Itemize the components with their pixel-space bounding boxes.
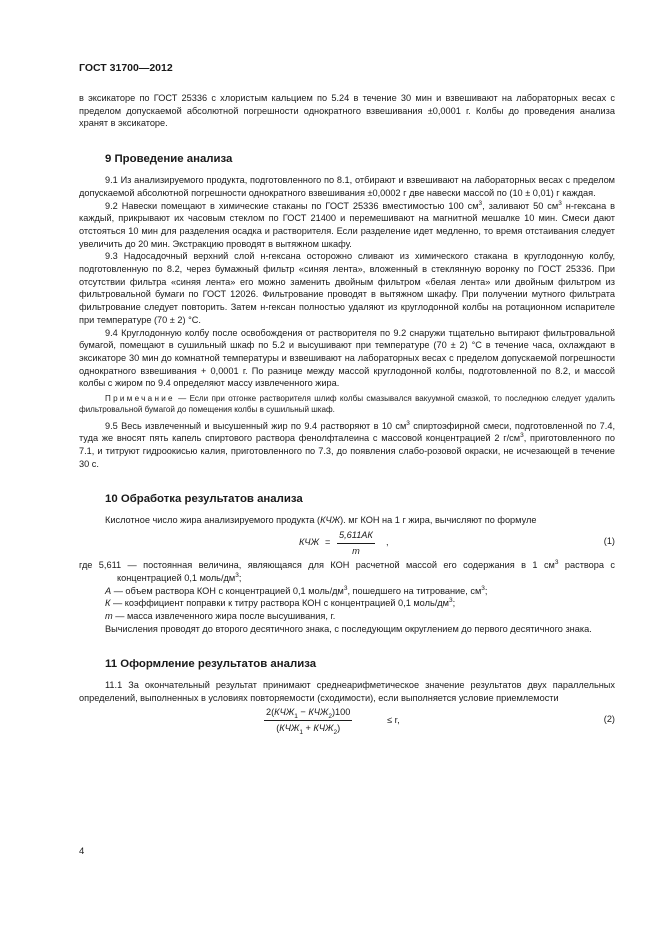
- document-body: [79, 92, 615, 739]
- document-header: ГОСТ 31700—2012: [79, 62, 173, 74]
- note-label: Примечание: [105, 394, 175, 404]
- section-11-title: 11 Оформление результатов анализа: [105, 658, 317, 671]
- formula-1-fraction: 5,611АК m: [339, 530, 373, 556]
- section-9-title: 9 Проведение анализа: [105, 153, 233, 166]
- formula-1-number: (1): [603, 536, 615, 547]
- legend-k: К — коэффициент поправки к титру раствора КОН с концентрацией 0,1 моль/$дм^3$;: [105, 597, 456, 609]
- formula-2: [79, 705, 615, 739]
- paragraph-9-5: 9.5 Весь извлеченный и высушенный жир по 9.4 растворяют в 10 $см^3$ спиртоэфирной смеси, подготовленной по 7.4, туда же вносят пять капель спиртового раствора фенолфталеина с массовой концентрацией 2 $г/см^3$, приготовленного по 7.1, и титруют гидроокисью калия, приготовленного по 7.3, до появления слабо-розовой окраски, не исчезающей в течение 30 с.: [79, 419, 615, 469]
- paragraph-11-1: 11.1 За окончательный результат принимают среднеарифметическое значение результатов двух параллельных определений, выполненных в условиях повторяемости (сходимости), если выполняется условие приемлемости: [79, 680, 615, 704]
- page-number: 4: [79, 846, 85, 857]
- section-10-title: 10 Обработка результатов анализа: [105, 493, 303, 506]
- legend-constant: где 5,611 — постоянная величина, являющаяся для КОН расчетной массой его содержания в 1 $см^3$ раствора с концентрацией 0,1 моль/$дм^3$;: [79, 559, 616, 583]
- paragraph-10-intro: Кислотное число жира анализируемого продукта (КЧЖ). мг КОН на 1 г жира, вычисляют по формуле: [105, 515, 537, 526]
- legend-a: А — объем раствора КОН с концентрацией 0,1 моль/$дм^3$, пошедшего на титрование, $см^3$;: [105, 584, 488, 596]
- paragraph-9-3: 9.3 Надосадочный верхний слой н-гексана осторожно сливают из химического стакана в круглодонную колбу, подготовленную по 8.2, через бумажный фильтр «синяя лента», вложенный в стеклянную воронку по ГОСТ 25336. При отсутствии фильтра «синяя лента» его можно заменить двойным фильтром «белая лента» или двойным фильтром из фильтровальной бумаги по ГОСТ 12026. Фильтрование проводят в вытяжном шкафу. При получении мутного фильтрата фильтрование следует повторить. Затем н-гексан полностью удаляют из круглодонной колбы на ротационном испарителе при температуре (70 ± 2) °С.: [79, 251, 615, 325]
- paragraph-9-4: 9.4 Круглодонную колбу после освобождения от растворителя по 9.2 снаружи тщательно вытирают фильтровальной бумагой, помещают в сушильный шкаф по 5.2 и высушивают при температуре (70 ± 2) °С в течение часа, охлаждают в эксикаторе 30 мин до комнатной температуры и взвешивают на лабораторных весах с пределом допускаемой погрешности однократного взвешивания + 0,0001 г. По разнице между массой круглодонной колбы, подготовленной по 8.2, и массой колбы с жиром по 9.4 определяют массу извлеченного жира.: [79, 327, 615, 389]
- formula-1: КЧЖ = 5,611АК m , (1): [299, 530, 615, 556]
- intro-paragraph: в эксикаторе по ГОСТ 25336 с хлористым кальцием по 5.24 в течение 30 мин и взвешивают на лабораторных весах с пределом допускаемой абсолютной погрешности однократного взвешивания ±0,0001 г. Колбы до проведения анализа хранят в эксикаторе.: [79, 93, 615, 129]
- formula-2-condition: ≤ r,: [387, 714, 400, 725]
- formula-2-number: (2): [603, 713, 615, 724]
- paragraph-10-rounding: Вычисления проводят до второго десятичного знака, с последующим округлением до первого десятичного знака.: [105, 623, 592, 634]
- paragraph-9-2: 9.2 Навески помещают в химические стаканы по ГОСТ 25336 вместимостью 100 $см^3$, заливают 50 $см^3$ н-гексана в каждый, прикрывают их часовым стеклом по ГОСТ 21400 и перемешивают на магнитной мешалке 10 мин. Смеси дают отстояться 10 мин для разделения осадка и растворителя. Если разделение идет медленно, то время отстаивания следует увеличить до 20 мин. Экстракцию проводят в вытяжном шкафу.: [79, 199, 615, 249]
- formula-1-legend: [79, 559, 615, 623]
- formula-1-lhs: КЧЖ: [299, 537, 320, 548]
- formula-2-fraction: $2(КЧЖ_1 - КЧЖ_2)100$ $(КЧЖ_1 + КЧЖ_2)$: [266, 706, 351, 736]
- legend-m: m — масса извлеченного жира после высушивания, г.: [105, 610, 336, 621]
- note-9-4: Примечание — Если при отгонке растворителя шлиф колбы смазывался вакуумной смазкой, то последнюю следует удалить фильтровальной бумагой до помещения колбы в сушильный шкаф.: [79, 394, 615, 415]
- paragraph-9-1: 9.1 Из анализируемого продукта, подготовленного по 8.1, отбирают и взвешивают на лабораторных весах с пределом допускаемой абсолютной погрешности однократного взвешивания ±0,0002 г две навески массой по (10 ± 0,01) г каждая.: [79, 175, 615, 198]
